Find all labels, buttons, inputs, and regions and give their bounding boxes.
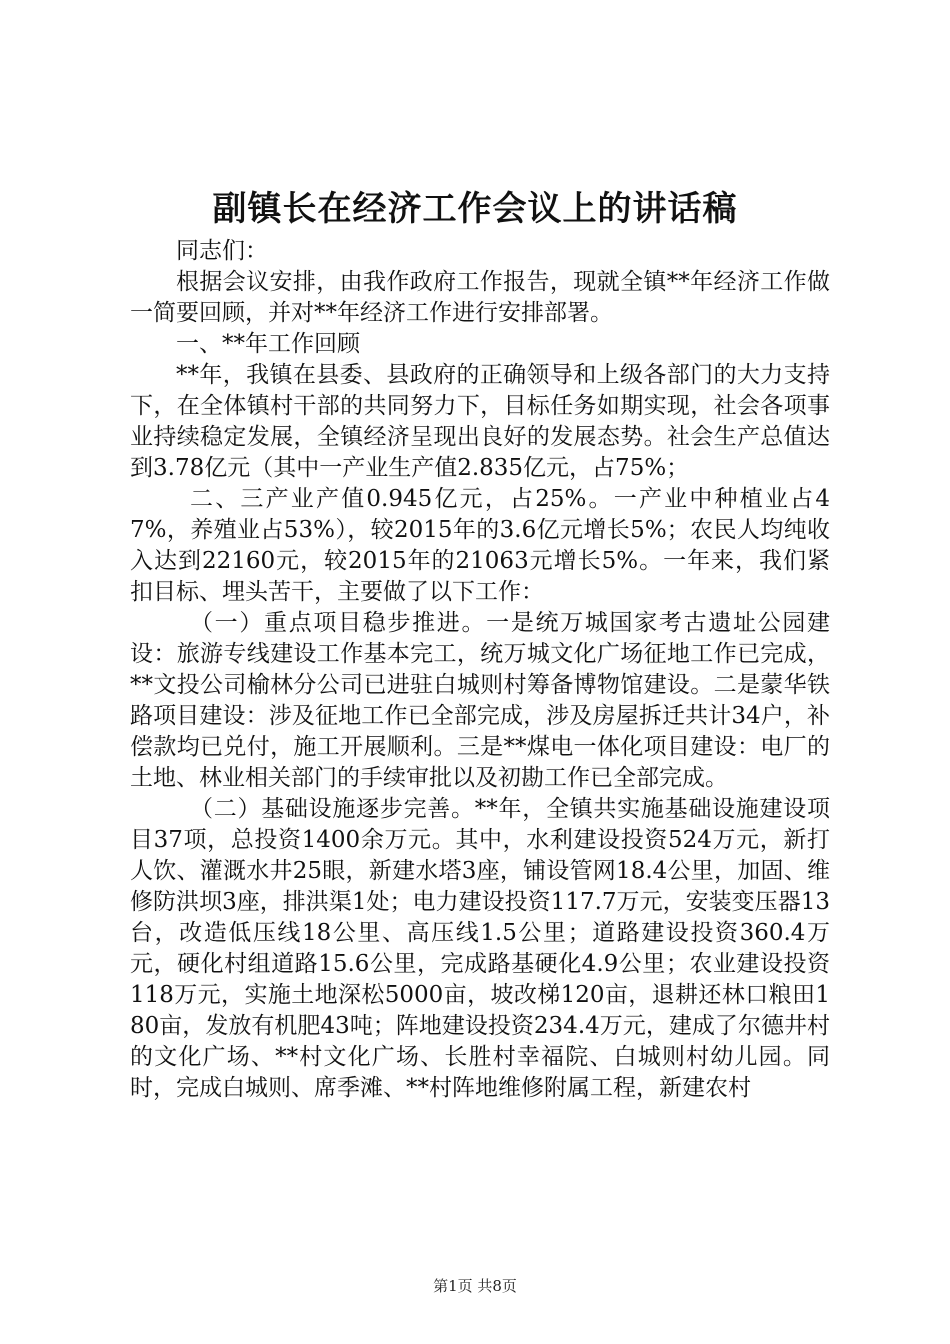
industry-paragraph: 二、三产业产值0.945亿元，占25%。一产业中种植业占47%，养殖业占53%），较2015年的3.6亿元增长5%；农民人均纯收入达到22160元，较2015年的21063元增长5%。一年来，我们紧扣目标、埋头苦干，主要做了以下工作： — [130, 486, 830, 605]
document-body — [130, 236, 830, 1104]
salutation-paragraph: 同志们： — [176, 238, 268, 264]
section-heading: 一、**年工作回顾 — [176, 331, 360, 357]
infrastructure-paragraph: （二）基础设施逐步完善。**年，全镇共实施基础设施建设项目37项，总投资1400余万元。其中，水利建设投资524万元，新打人饮、灌溉水井25眼，新建水塔3座，铺设管网18.4公里，加固、维修防洪坝3座，排洪渠1处；电力建设投资117.7万元，安装变压器13台，改造低压线18公里、高压线1.5公里；道路建设投资360.4万元，硬化村组道路15.6公里，完成路基硬化4.9公里；农业建设投资118万元，实施土地深松5000亩，坡改梯120亩，退耕还林口粮田180亩，发放有机肥43吨；阵地建设投资234.4万元，建成了尔德井村的文化广场、**村文化广场、长胜村幸福院、白城则村幼儿园。同时，完成白城则、席季滩、**村阵地维修附属工程，新建农村 — [130, 796, 830, 1101]
key-projects-paragraph: （一）重点项目稳步推进。一是统万城国家考古遗址公园建设：旅游专线建设工作基本完工，统万城文化广场征地工作已完成，**文投公司榆林分公司已进驻白城则村筹备博物馆建设。二是蒙华铁路项目建设：涉及征地工作已全部完成，涉及房屋拆迁共计34户，补偿款均已兑付，施工开展顺利。三是**煤电一体化项目建设：电厂的土地、林业相关部门的手续审批以及初勘工作已全部完成。 — [130, 610, 830, 791]
intro-paragraph: 根据会议安排，由我作政府工作报告，现就全镇**年经济工作做一简要回顾，并对**年经济工作进行安排部署。 — [130, 269, 830, 326]
review-paragraph: **年，我镇在县委、县政府的正确领导和上级各部门的大力支持下，在全体镇村干部的共同努力下，目标任务如期实现，社会各项事业持续稳定发展，全镇经济呈现出良好的发展态势。社会生产总值达到3.78亿元（其中一产业生产值2.835亿元，占75%； — [130, 362, 830, 481]
page-number-footer: 第1页 共8页 — [433, 1277, 517, 1295]
document-title: 副镇长在经济工作会议上的讲话稿 — [212, 189, 738, 229]
